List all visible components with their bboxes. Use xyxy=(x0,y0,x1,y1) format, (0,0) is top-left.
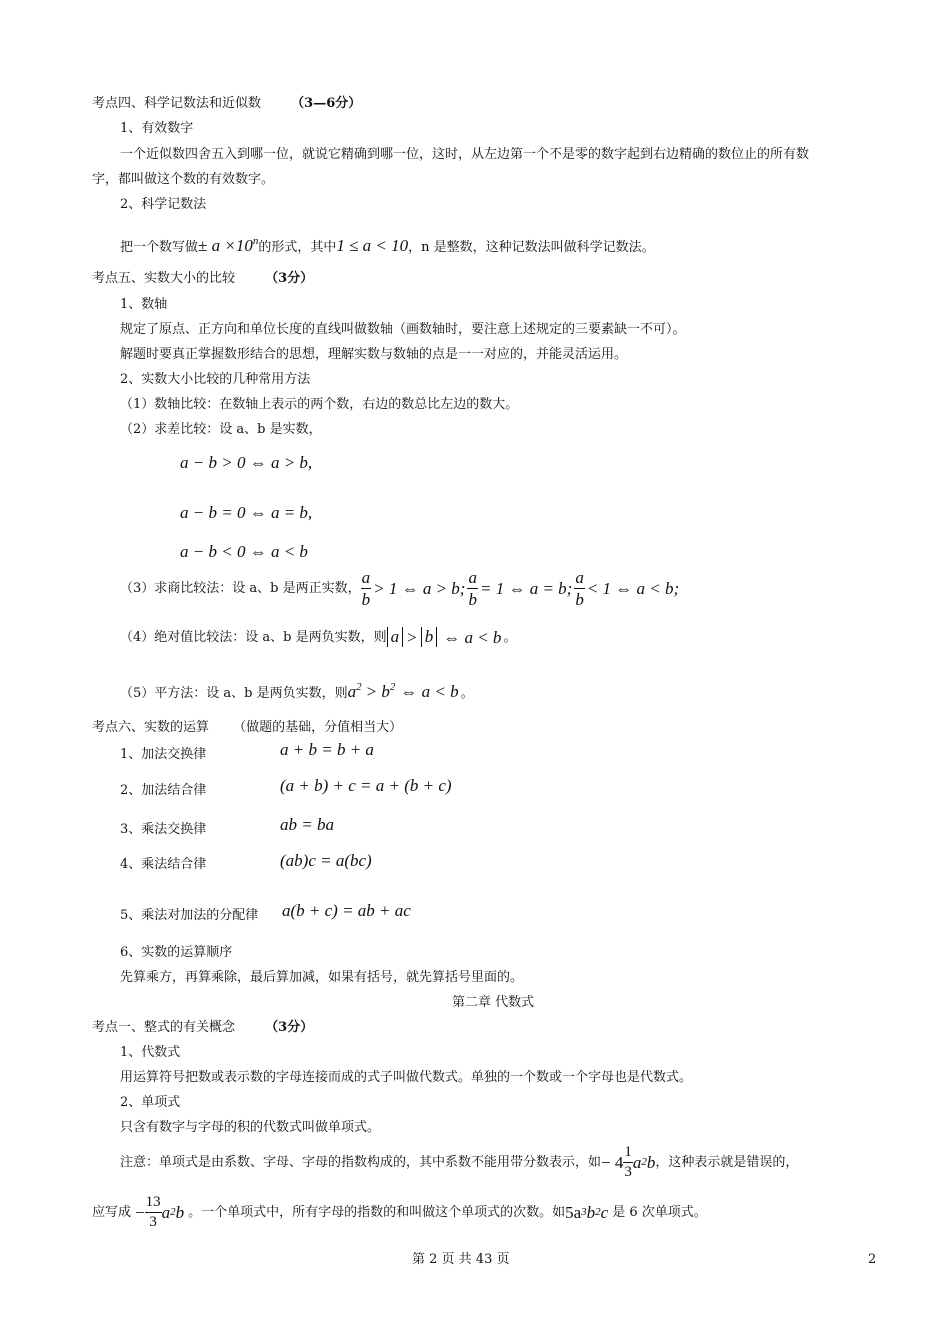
section-6-title: 考点六、实数的运算 xyxy=(92,720,210,735)
mixed-sign: − 4 xyxy=(601,1152,624,1172)
ch2-note-post: ，这种表示就是错误的， xyxy=(655,1154,799,1170)
ch2-write-pre: 应写成 xyxy=(92,1204,132,1220)
rule-4-label: 4、乘法结合律 xyxy=(120,857,207,872)
quotient-frac-3: $\frac{a}{b}$ xyxy=(575,567,584,609)
ch2-sub2: 2、单项式 xyxy=(120,1095,181,1110)
sq-rule: ⇔ a < b xyxy=(400,682,459,701)
range-formula: 1 ≤ a < 10 xyxy=(336,236,409,255)
sq-mid: > b xyxy=(365,682,390,701)
ch2-write-mid: 。一个单项式中，所有字母的指数的和叫做这个单项式的次数。如 xyxy=(188,1204,566,1220)
correct-b: b xyxy=(175,1202,185,1222)
ch2-section-1-score: （3分） xyxy=(265,1020,314,1035)
example-exp-3: 3 xyxy=(581,1205,587,1218)
ch2-write-post: 是 6 次单项式。 xyxy=(612,1204,707,1220)
section-5-heading xyxy=(92,272,313,285)
abs-end-mark: 。 xyxy=(503,629,517,645)
s4-sub1: 1、有效数字 xyxy=(120,121,194,136)
abs-a: a xyxy=(387,627,404,647)
ch2-p1: 用运算符号把数或表示数的字母连接而成的式子叫做代数式。单独的一个数或一个字母也是代数式。 xyxy=(120,1070,693,1085)
rule-2-formula: (a + b) + c = a + (b + c) xyxy=(280,776,452,795)
sq-end-mark: 。 xyxy=(460,686,474,701)
diff-eq-1: a − b > 0 ⇔ a > b, xyxy=(180,453,313,472)
chapter-2-title: 第二章 代数式 xyxy=(452,995,535,1010)
section-5-score: （3分） xyxy=(265,271,314,286)
s4-p1b: 字，都叫做这个数的有效数字。 xyxy=(92,172,275,187)
rule-1-label: 1、加法交换律 xyxy=(120,747,207,762)
mixed-frac: $\frac{1}{3}$ xyxy=(624,1143,632,1180)
s5-m4-text: （4）绝对值比较法：设 a、b 是两负实数，则 xyxy=(120,629,387,645)
rule-5-label: 5、乘法对加法的分配律 xyxy=(120,908,259,923)
diff-eq-2: a − b = 0 ⇔ a = b, xyxy=(180,503,313,522)
s4-sub2: 2、科学记数法 xyxy=(120,197,207,212)
ch2-note-pre: 注意：单项式是由系数、字母、字母的指数构成的，其中系数不能用带分数表示，如 xyxy=(120,1154,602,1170)
s4-p2-mid: 的形式，其中 xyxy=(258,240,337,255)
correct-exp: 2 xyxy=(170,1205,176,1218)
correct-sign: − xyxy=(135,1202,145,1222)
ch2-sub1: 1、代数式 xyxy=(120,1045,181,1060)
correct-a: a xyxy=(161,1202,171,1222)
section-5-title: 考点五、实数大小的比较 xyxy=(92,271,236,286)
example-c: c xyxy=(600,1202,609,1222)
sq-b-exp: 2 xyxy=(389,681,396,693)
section-6-note: （做题的基础，分值相当大） xyxy=(233,720,403,735)
s5-p1: 规定了原点、正方向和单位长度的直线叫做数轴（画数轴时，要注意上述规定的三要素缺一不可）。 xyxy=(120,322,686,337)
quotient-rule-2: = 1 ⇔ a = b; xyxy=(479,578,573,598)
page-number: 2 xyxy=(868,1252,877,1267)
ch2-note xyxy=(120,1140,798,1184)
example-b: b xyxy=(586,1202,596,1222)
section-4-score: （3—6分） xyxy=(291,96,362,111)
abs-rule: ⇔ a < b xyxy=(443,627,502,647)
s4-p2-post: ，n 是整数，这种记数法叫做科学记数法。 xyxy=(408,240,655,255)
quotient-frac-2: $\frac{a}{b}$ xyxy=(468,567,477,609)
section-4-title: 考点四、科学记数法和近似数 xyxy=(92,96,262,111)
rule-6-label: 6、实数的运算顺序 xyxy=(120,945,233,960)
quotient-frac-1: $\frac{a}{b}$ xyxy=(361,567,371,609)
sci-notation-exp: n xyxy=(252,235,259,247)
section-4-heading xyxy=(92,97,361,110)
sq-a: a xyxy=(347,682,357,701)
s5-m1: （1）数轴比较：在数轴上表示的两个数，右边的数总比左边的数大。 xyxy=(120,397,519,412)
s5-m2: （2）求差比较：设 a、b 是实数， xyxy=(120,422,322,437)
mixed-a: a xyxy=(632,1152,642,1172)
s5-m5 xyxy=(120,682,474,700)
s5-sub2: 2、实数大小比较的几种常用方法 xyxy=(120,372,311,387)
abs-b: b xyxy=(421,627,438,647)
mixed-exp: 2 xyxy=(641,1155,647,1168)
mixed-b: b xyxy=(646,1152,656,1172)
s5-sub1: 1、数轴 xyxy=(120,297,168,312)
s5-m4 xyxy=(120,624,516,650)
quotient-rule-1: > 1 ⇔ a > b; xyxy=(373,578,466,598)
s4-p2-pre: 把一个数写做 xyxy=(120,240,199,255)
ch2-p2: 只含有数字与字母的积的代数式叫做单项式。 xyxy=(120,1120,381,1135)
s5-m5-text: （5）平方法：设 a、b 是两负实数，则 xyxy=(120,686,348,701)
ch2-write xyxy=(92,1188,707,1236)
example-5a: 5a xyxy=(565,1202,582,1222)
sci-notation-formula: ± a ×10 xyxy=(198,236,253,255)
correct-frac: $\frac{13}{3}$ xyxy=(145,1193,161,1230)
rule-6-text: 先算乘方，再算乘除，最后算加减，如果有括号，就先算括号里面的。 xyxy=(120,970,524,985)
ch2-section-1-heading xyxy=(92,1021,313,1034)
s4-p2 xyxy=(120,236,655,254)
rule-5-formula: a(b + c) = ab + ac xyxy=(282,901,411,920)
quotient-rule-3: < 1 ⇔ a < b; xyxy=(586,578,680,598)
rule-3-label: 3、乘法交换律 xyxy=(120,822,207,837)
s4-p1a: 一个近似数四舍五入到哪一位，就说它精确到哪一位，这时，从左边第一个不是零的数字起到右边精确的数位止的所有数 xyxy=(120,147,810,162)
abs-gt: > xyxy=(407,627,417,647)
rule-1-formula: a + b = b + a xyxy=(280,740,374,759)
section-6-heading xyxy=(92,721,402,734)
rule-4-formula: (ab)c = a(bc) xyxy=(280,851,372,870)
page-footer-center: 第 2 页 共 43 页 xyxy=(412,1252,510,1267)
diff-eq-3: a − b < 0 ⇔ a < b xyxy=(180,542,308,561)
example-exp-2: 2 xyxy=(595,1205,601,1218)
rule-3-formula: ab = ba xyxy=(280,815,334,834)
s5-p2: 解题时要真正掌握数形结合的思想，理解实数与数轴的点是一一对应的，并能灵活运用。 xyxy=(120,347,628,362)
sq-a-exp: 2 xyxy=(356,681,362,693)
s5-m3-text: （3）求商比较法：设 a、b 是两正实数， xyxy=(120,580,361,596)
s5-m3 xyxy=(120,566,681,610)
ch2-section-1-title: 考点一、整式的有关概念 xyxy=(92,1020,236,1035)
rule-2-label: 2、加法结合律 xyxy=(120,783,207,798)
